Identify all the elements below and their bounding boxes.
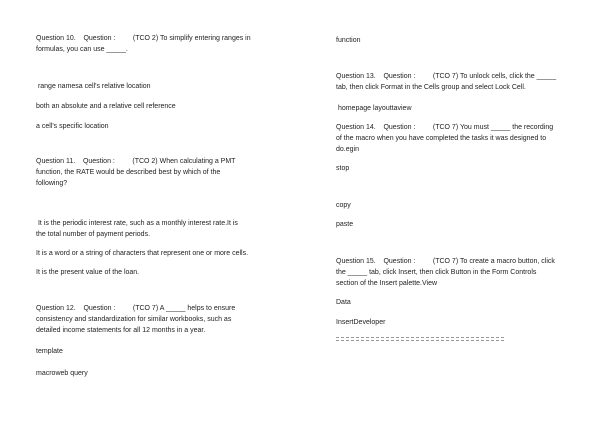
question-15-text: Question 15. Question : (TCO 7) To create a macro button, click [336, 258, 555, 265]
answer-option: InsertDeveloper [336, 319, 386, 326]
answer-option: macroweb query [36, 370, 88, 377]
question-12-text: detailed income statements for all 12 months in a year. [36, 327, 206, 334]
answer-option: It is the periodic interest rate, such as a monthly interest rate.It is [36, 220, 238, 227]
question-13-text: tab, then click Format in the Cells group and select Lock Cell. [336, 84, 526, 91]
question-12-text: Question 12. Question : (TCO 7) A _____ helps to ensure [36, 305, 236, 312]
question-15-text: the _____ tab, click Insert, then click Button in the Form Controls [336, 269, 537, 276]
answer-option: paste [336, 221, 354, 228]
answer-option: copy [336, 202, 351, 209]
question-15-text: section of the Insert palette.View [336, 280, 438, 287]
answer-option: function [336, 37, 361, 44]
answer-option: a cell's specific location [36, 123, 109, 130]
question-11-text: function, the RATE would be described best by which of the [36, 169, 221, 176]
answer-option: both an absolute and a relative cell reference [36, 103, 176, 110]
question-10-text: formulas, you can use _____. [36, 46, 128, 53]
question-11-text: Question 11. Question : (TCO 2) When calculating a PMT [36, 158, 236, 165]
answer-option: It is the present value of the loan. [36, 269, 140, 276]
answer-option: stop [336, 165, 350, 172]
answer-option: homepage layouttaview [336, 105, 412, 112]
answer-option: It is a word or a string of characters that represent one or more cells. [36, 250, 249, 257]
answer-option: Data [336, 299, 351, 306]
answer-option: the total number of payment periods. [36, 231, 151, 238]
question-10-text: Question 10. Question : (TCO 2) To simplify entering ranges in [36, 35, 251, 42]
question-13-text: Question 13. Question : (TCO 7) To unlock cells, click the _____ [336, 73, 557, 80]
question-14-text: do.egin [336, 146, 359, 153]
question-12-text: consistency and standardization for similar workbooks, such as [36, 316, 232, 323]
question-11-text: following? [36, 180, 68, 187]
answer-option: range namesa cell's relative location [36, 83, 151, 90]
question-14-text: of the macro when you have completed the tasks it was designed to [336, 135, 547, 142]
question-14-text: Question 14. Question : (TCO 7) You must _____ the recording [336, 124, 554, 131]
separator-line [336, 337, 504, 341]
answer-option: template [36, 348, 63, 355]
